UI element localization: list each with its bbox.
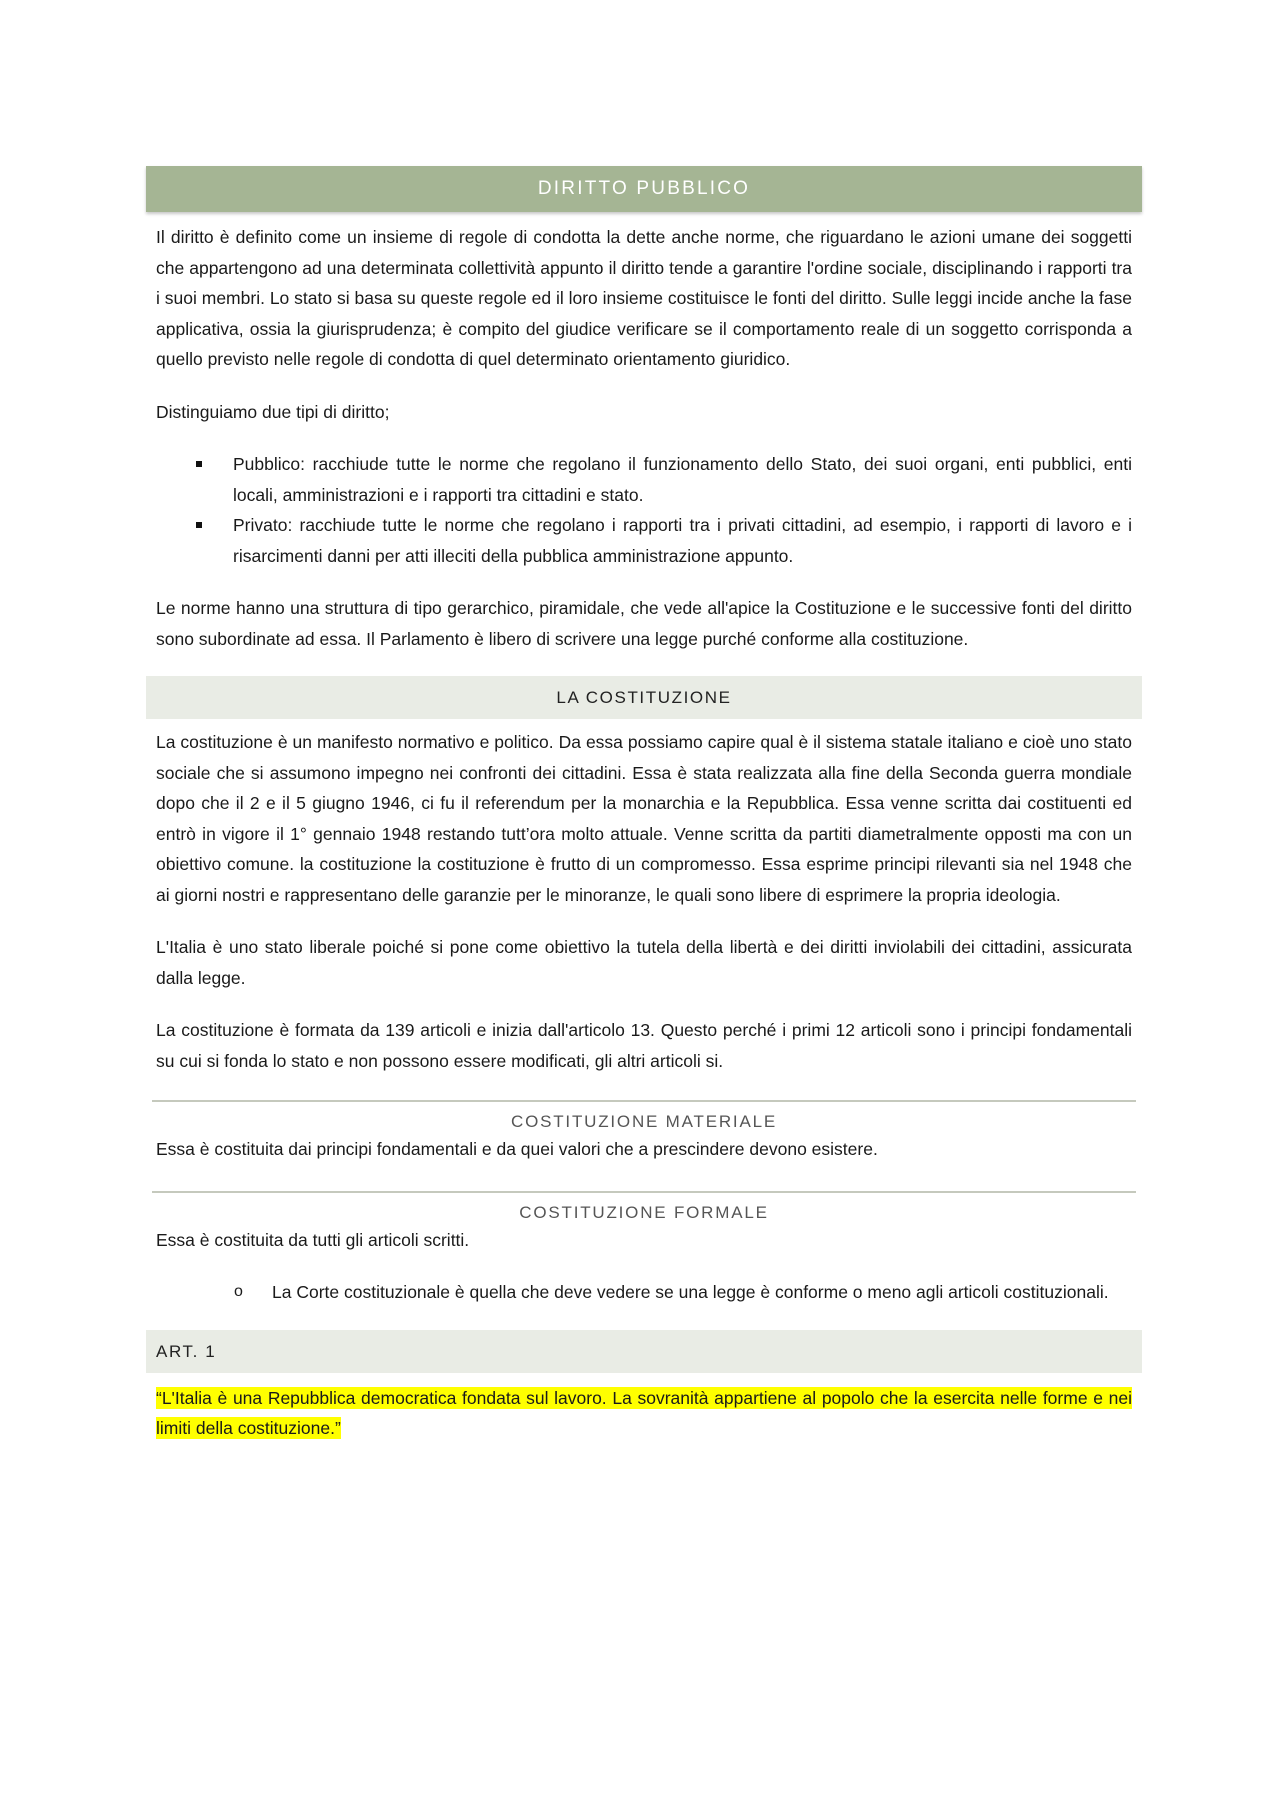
costituzione-paragraph-1: La costituzione è un manifesto normativo e politico. Da essa possiamo capire qual è il sistema statale italiano e cioè uno stato sociale che si assumono impegno nei confronti dei cittadini. Essa è stata realizzata alla fine della Seconda guerra mondiale dopo che il 2 e il 5 giugno 1946, ci fu il referendum per la monarchia e la Repubblica. Essa venne scritta dai costituenti ed entrò in vigore il 1° gennaio 1948 restando tutt’ora molto attuale. Venne scritta da partiti diametralmente opposti ma con un obiettivo comune. la costituzione la costituzione è frutto di un compromesso. Essa esprime principi rilevanti sia nel 1948 che ai giorni nostri e rappresentano delle garanzie per le minoranze, le quali sono libere di esprimere la propria ideologia. <box>156 732 1132 905</box>
circle-bullet-icon: o <box>234 1283 243 1300</box>
list-item-text: Pubblico: racchiude tutte le norme che regolano il funzionamento dello Stato, dei suoi organi, enti pubblici, enti locali, amministrazioni e i rapporti tra cittadini e stato. <box>233 454 1132 505</box>
costituzione-paragraph-2: L'Italia è uno stato liberale poiché si pone come obiettivo la tutela della libertà e dei diritti inviolabili dei cittadini, assicurata dalla legge. <box>156 937 1132 988</box>
list-item <box>233 449 1132 510</box>
art1-quote-paragraph <box>146 1383 1142 1444</box>
section-heading-costituzione: LA COSTITUZIONE <box>146 676 1142 719</box>
section-heading-art1: ART. 1 <box>146 1330 1142 1373</box>
formale-list <box>146 1277 1142 1308</box>
art1-quote: “L'Italia è una Repubblica democratica fondata sul lavoro. La sovranità appartiene al popolo che la esercita nelle forme e nei limiti della costituzione.” <box>156 1387 1132 1438</box>
square-bullet-icon <box>196 461 202 467</box>
list-item <box>234 1277 1132 1308</box>
hierarchy-paragraph: Le norme hanno una struttura di tipo gerarchico, piramidale, che vede all'apice la Costituzione e le successive fonti del diritto sono subordinate ad essa. Il Parlamento è libero di scrivere una legge purché conforme alla costituzione. <box>156 598 1132 649</box>
list-item-text: La Corte costituzionale è quella che deve vedere se una legge è conforme o meno agli articoli costituzionali. <box>272 1282 1109 1302</box>
page-title: DIRITTO PUBBLICO <box>146 166 1142 212</box>
square-bullet-icon <box>196 522 202 528</box>
formale-paragraph: Essa è costituita da tutti gli articoli scritti. <box>156 1229 470 1250</box>
materiale-paragraph: Essa è costituita dai principi fondamentali e da quei valori che a prescindere devono esistere. <box>156 1139 878 1159</box>
intro-paragraph: Il diritto è definito come un insieme di regole di condotta la dette anche norme, che riguardano le azioni umane dei soggetti che appartengono ad una determinata collettività appunto il diritto tende a garantire l'ordine sociale, disciplinando i rapporti tra i suoi membri. Lo stato si basa su queste regole ed il loro insieme costituisce le fonti del diritto. Sulle leggi incide anche la fase applicativa, ossia la giurisprudenza; è compito del giudice verificare se il comportamento reale di un soggetto corrisponda a quello previsto nelle regole di condotta di quel determinato orientamento giuridico. <box>156 227 1132 369</box>
section-heading-formale: COSTITUZIONE FORMALE <box>152 1191 1136 1225</box>
types-intro: Distinguiamo due tipi di diritto; <box>156 401 390 422</box>
list-item-text: Privato: racchiude tutte le norme che regolano i rapporti tra i privati cittadini, ad esempio, i rapporti di lavoro e i risarcimenti danni per atti illeciti della pubblica amministrazione appunto. <box>233 515 1132 566</box>
document-content <box>146 166 1142 1444</box>
types-list <box>146 449 1142 571</box>
section-heading-materiale: COSTITUZIONE MATERIALE <box>152 1100 1136 1134</box>
costituzione-paragraph-3: La costituzione è formata da 139 articoli e inizia dall'articolo 13. Questo perché i primi 12 articoli sono i principi fondamentali su cui si fonda lo stato e non possono essere modificati, gli altri articoli si. <box>156 1020 1132 1071</box>
list-item <box>233 510 1132 571</box>
